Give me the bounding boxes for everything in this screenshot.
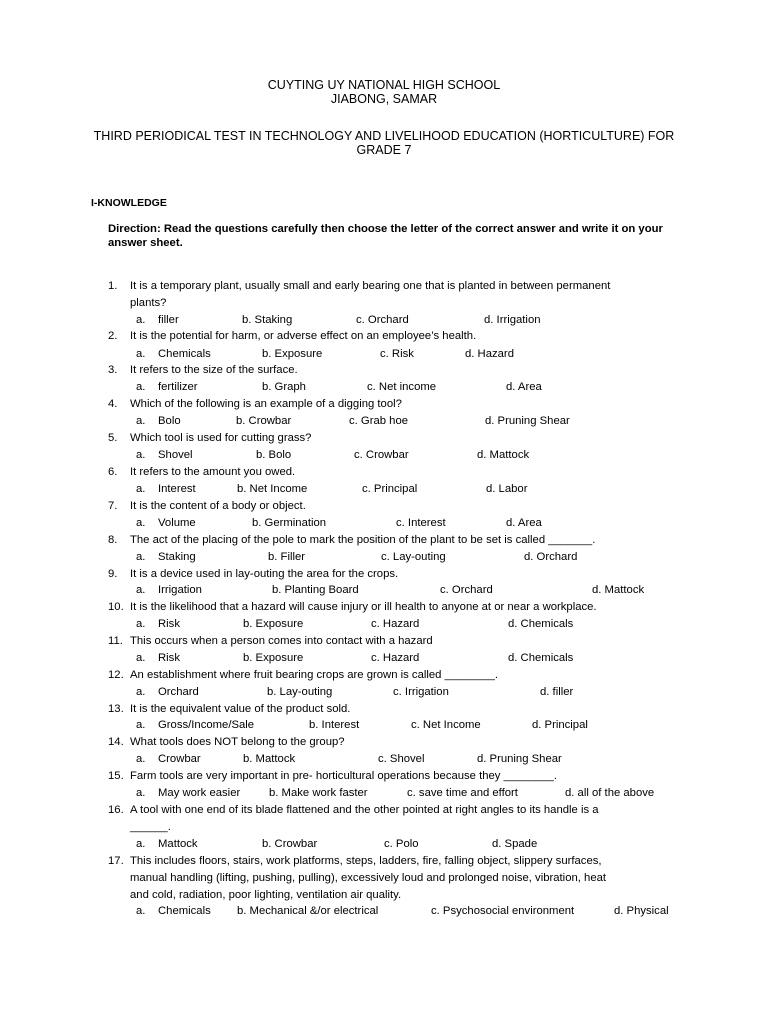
option-letter: a. — [136, 551, 146, 563]
answer-option: d. Chemicals — [508, 652, 574, 664]
section-heading: I-KNOWLEDGE — [91, 197, 167, 209]
answer-option: Crowbar — [158, 753, 201, 765]
answer-option: d. Mattock — [592, 584, 645, 596]
answer-option: b. Lay-outing — [267, 686, 333, 698]
option-letter: a. — [136, 618, 146, 630]
question-text: It is the content of a body or object. — [130, 500, 306, 512]
answer-option: c. Principal — [362, 483, 418, 495]
question-text: This occurs when a person comes into contact with a hazard — [130, 635, 433, 647]
answer-option: b. Mattock — [243, 753, 296, 765]
option-letter: a. — [136, 517, 146, 529]
answer-option: d. Irrigation — [484, 314, 541, 326]
option-letter: a. — [136, 381, 146, 393]
answer-option: d. Spade — [492, 838, 538, 850]
answer-option: b. Exposure — [243, 652, 304, 664]
option-letter: a. — [136, 753, 146, 765]
answer-option: d. Area — [506, 517, 542, 529]
answer-option: c. Net income — [367, 381, 437, 393]
answer-option: c. save time and effort — [407, 787, 518, 799]
option-letter: a. — [136, 838, 146, 850]
question-number: 1. — [108, 280, 118, 292]
question-number: 5. — [108, 432, 118, 444]
question-text: It refers to the size of the surface. — [130, 364, 298, 376]
option-letter: a. — [136, 449, 146, 461]
answer-option: c. Orchard — [440, 584, 493, 596]
answer-option: d. filler — [540, 686, 574, 698]
answer-option: c. Irrigation — [393, 686, 449, 698]
answer-option: c. Crowbar — [354, 449, 409, 461]
answer-option: b. Mechanical &/or electrical — [237, 905, 379, 917]
question-number: 12. — [108, 669, 124, 681]
answer-option: b. Exposure — [262, 348, 323, 360]
answer-option: Irrigation — [158, 584, 202, 596]
option-letter: a. — [136, 905, 146, 917]
option-letter: a. — [136, 483, 146, 495]
answer-option: c. Net Income — [411, 719, 481, 731]
answer-option: c. Interest — [396, 517, 446, 529]
option-letter: a. — [136, 719, 146, 731]
option-letter: a. — [136, 415, 146, 427]
question-number: 2. — [108, 330, 118, 342]
answer-option: Mattock — [158, 838, 198, 850]
question-text: An establishment where fruit bearing crops are grown is called ________. — [130, 669, 498, 681]
answer-option: Risk — [158, 618, 180, 630]
answer-option: Volume — [158, 517, 196, 529]
option-letter: a. — [136, 584, 146, 596]
answer-option: May work easier — [158, 787, 241, 799]
answer-option: d. Principal — [532, 719, 588, 731]
answer-option: c. Grab hoe — [349, 415, 409, 427]
answer-option: d. Physical — [614, 905, 669, 917]
answer-option: d. Orchard — [524, 551, 578, 563]
answer-option: d. Labor — [486, 483, 528, 495]
question-number: 6. — [108, 466, 118, 478]
direction-text: Direction: Read the questions carefully then choose the letter of the correct answer and write it on your answer sheet. — [108, 223, 663, 249]
option-letter: a. — [136, 686, 146, 698]
question-text: Farm tools are very important in pre- horticultural operations because they ________. — [130, 770, 557, 782]
answer-option: filler — [158, 314, 179, 326]
answer-option: c. Orchard — [356, 314, 409, 326]
answer-option: Chemicals — [158, 905, 211, 917]
question-text: The act of the placing of the pole to mark the position of the plant to be set is called _______. — [130, 534, 596, 546]
answer-option: c. Hazard — [371, 618, 420, 630]
answer-option: Risk — [158, 652, 180, 664]
answer-option: d. Chemicals — [508, 618, 574, 630]
answer-option: c. Psychosocial environment — [431, 905, 575, 917]
answer-option: Orchard — [158, 686, 199, 698]
answer-option: b. Exposure — [243, 618, 304, 630]
question-text: manual handling (lifting, pushing, pulling), excessively loud and prolonged noise, vibration, heat — [130, 871, 607, 884]
answer-option: d. all of the above — [565, 787, 655, 799]
question-text: This includes floors, stairs, work platforms, steps, ladders, fire, falling object, slippery surfaces, — [130, 855, 602, 867]
option-letter: a. — [136, 348, 146, 360]
answer-option: Bolo — [158, 415, 181, 427]
question-number: 14. — [108, 736, 124, 748]
answer-option: d. Hazard — [465, 348, 514, 360]
answer-option: d. Area — [506, 381, 542, 393]
answer-option: b. Graph — [262, 381, 306, 393]
question-number: 13. — [108, 703, 124, 715]
question-number: 17. — [108, 855, 124, 867]
answer-option: c. Hazard — [371, 652, 420, 664]
question-text: and cold, radiation, poor lighting, ventilation air quality. — [130, 888, 402, 901]
answer-option: d. Pruning Shear — [477, 753, 562, 765]
question-text: Which of the following is an example of a digging tool? — [130, 398, 402, 410]
test-title-line2: GRADE 7 — [356, 143, 412, 157]
question-text: It is the likelihood that a hazard will cause injury or ill health to anyone at or near a workplace. — [130, 601, 597, 613]
header-location: JIABONG, SAMAR — [330, 92, 438, 106]
answer-option: c. Risk — [380, 348, 414, 360]
question-text: It is the potential for harm, or adverse effect on an employee’s health. — [130, 330, 477, 342]
answer-option: b. Filler — [268, 551, 306, 563]
question-text: What tools does NOT belong to the group? — [130, 736, 345, 748]
answer-option: d. Pruning Shear — [485, 415, 570, 427]
question-text: plants? — [130, 296, 167, 309]
answer-option: b. Germination — [252, 517, 327, 529]
question-number: 8. — [108, 534, 118, 546]
option-letter: a. — [136, 314, 146, 326]
question-number: 16. — [108, 804, 124, 816]
question-number: 15. — [108, 770, 124, 782]
test-title-line1: THIRD PERIODICAL TEST IN TECHNOLOGY AND LIVELIHOOD EDUCATION (HORTICULTURE) FOR — [93, 129, 675, 143]
question-text: A tool with one end of its blade flattened and the other pointed at right angles to its handle is a — [130, 804, 599, 816]
answer-option: Shovel — [158, 449, 193, 461]
question-number: 9. — [108, 568, 118, 580]
answer-option: b. Net Income — [237, 483, 308, 495]
question-text: It refers to the amount you owed. — [130, 466, 296, 478]
question-text: ______. — [130, 820, 171, 833]
answer-option: c. Lay-outing — [381, 551, 446, 563]
answer-option: d. Mattock — [477, 449, 530, 461]
question-text: It is the equivalent value of the product sold. — [130, 703, 351, 715]
answer-option: fertilizer — [158, 381, 198, 393]
question-number: 7. — [108, 500, 118, 512]
answer-option: b. Make work faster — [269, 787, 368, 799]
answer-option: b. Staking — [242, 314, 293, 326]
option-letter: a. — [136, 652, 146, 664]
answer-option: b. Planting Board — [272, 584, 359, 596]
question-number: 11. — [108, 635, 123, 647]
question-number: 3. — [108, 364, 118, 376]
answer-option: b. Crowbar — [262, 838, 318, 850]
answer-option: b. Crowbar — [236, 415, 292, 427]
question-text: It is a temporary plant, usually small and early bearing one that is planted in between permanent — [130, 280, 611, 292]
question-number: 4. — [108, 398, 118, 410]
question-text: It is a device used in lay-outing the area for the crops. — [130, 568, 399, 580]
answer-option: Gross/Income/Sale — [158, 719, 255, 731]
answer-option: c. Polo — [384, 838, 419, 850]
answer-option: c. Shovel — [378, 753, 425, 765]
answer-option: Interest — [158, 483, 196, 495]
answer-option: b. Interest — [309, 719, 360, 731]
question-number: 10. — [108, 601, 124, 613]
question-text: Which tool is used for cutting grass? — [130, 432, 312, 444]
header-school: CUYTING UY NATIONAL HIGH SCHOOL — [267, 78, 501, 92]
option-letter: a. — [136, 787, 146, 799]
answer-option: Staking — [158, 551, 196, 563]
answer-option: b. Bolo — [256, 449, 292, 461]
answer-option: Chemicals — [158, 348, 211, 360]
